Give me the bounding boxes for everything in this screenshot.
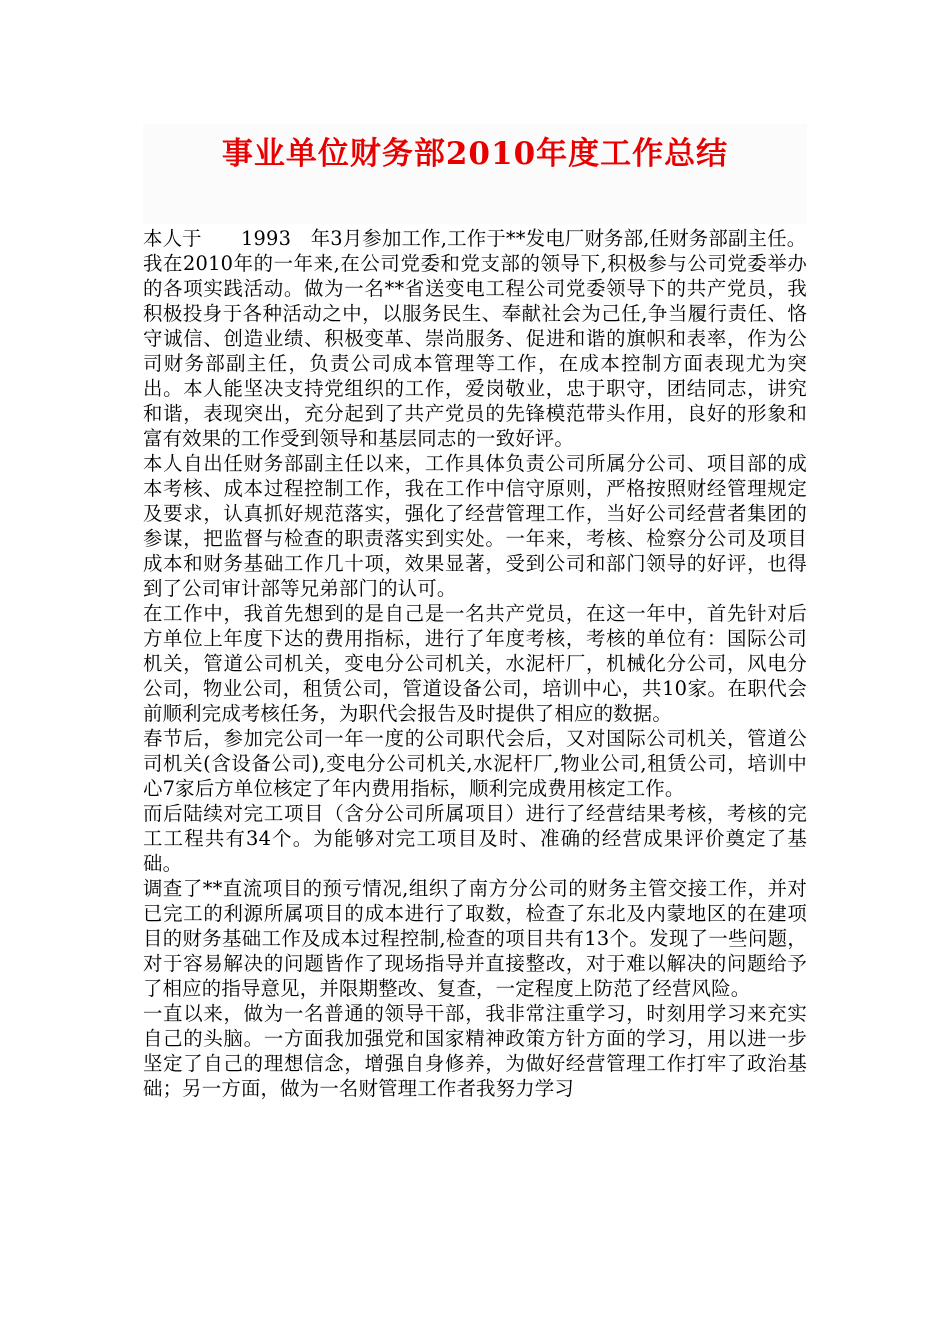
- document-body: [143, 224, 807, 1101]
- paragraph: 调查了**直流项目的预亏情况,组织了南方分公司的财务主管交接工作，并对已完工的利源所属项目的成本进行了取数，检查了东北及内蒙地区的在建项目的财务基础工作及成本过程控制,检查的项目共有13个。发现了一些问题，对于容易解决的问题皆作了现场指导并直接整改，对于难以解决的问题给予了相应的指导意见，并限期整改、复查，一定程度上防范了经营风险。: [143, 877, 807, 1000]
- paragraph: 本人于 1993 年3月参加工作,工作于**发电厂财务部,任财务部副主任。: [143, 227, 807, 250]
- paragraph: 春节后，参加完公司一年一度的公司职代会后，又对国际公司机关，管道公司机关(含设备公司),变电分公司机关,水泥杆厂,物业公司,租赁公司，培训中心7家后方单位核定了年内费用指标，顺利完成费用核定工作。: [143, 727, 807, 800]
- paragraph: 一直以来，做为一名普通的领导干部，我非常注重学习，时刻用学习来充实自己的头脑。一方面我加强党和国家精神政策方针方面的学习，用以进一步坚定了自己的理想信念，增强自身修养，为做好经营管理工作打牢了政治基础；另一方面，做为一名财管理工作者我努力学习: [143, 1002, 807, 1100]
- document-title: 事业单位财务部2010年度工作总结: [221, 136, 729, 172]
- paragraph: 在工作中，我首先想到的是自己是一名共产党员，在这一年中，首先针对后方单位上年度下达的费用指标，进行了年度考核，考核的单位有：国际公司机关，管道公司机关，变电分公司机关，水泥杆厂，机械化分公司，风电分公司，物业公司，租赁公司，管道设备公司，培训中心，共10家。在职代会前顺利完成考核任务，为职代会报告及时提供了相应的数据。: [143, 602, 807, 725]
- document-page: [143, 124, 807, 1224]
- title-spacer: [143, 200, 807, 224]
- paragraph: 我在2010年的一年来,在公司党委和党支部的领导下,积极参与公司党委举办的各项实践活动。做为一名**省送变电工程公司党委领导下的共产党员，我积极投身于各种活动之中，以服务民生、奉献社会为己任,争当履行责任、恪守诚信、创造业绩、积极变革、崇尚服务、促进和谐的旗帜和表率，作为公司财务部副主任，负责公司成本管理等工作，在成本控制方面表现尤为突出。本人能坚决支持党组织的工作，爱岗敬业，忠于职守，团结同志，讲究和谐，表现突出，充分起到了共产党员的先锋模范带头作用，良好的形象和富有效果的工作受到领导和基层同志的一致好评。: [143, 252, 807, 450]
- paragraph: 而后陆续对完工项目（含分公司所属项目）进行了经营结果考核，考核的完工工程共有34个。为能够对完工项目及时、准确的经营成果评价奠定了基础。: [143, 802, 807, 875]
- title-band: [143, 124, 807, 200]
- paragraph: 本人自出任财务部副主任以来，工作具体负责公司所属分公司、项目部的成本考核、成本过程控制工作，我在工作中信守原则，严格按照财经管理规定及要求，认真抓好规范落实，强化了经营管理工作，当好公司经营者集团的参谋，把监督与检查的职责落实到实处。一年来，考核、检察分公司及项目成本和财务基础工作几十项，效果显著，受到公司和部门领导的好评，也得到了公司审计部等兄弟部门的认可。: [143, 452, 807, 600]
